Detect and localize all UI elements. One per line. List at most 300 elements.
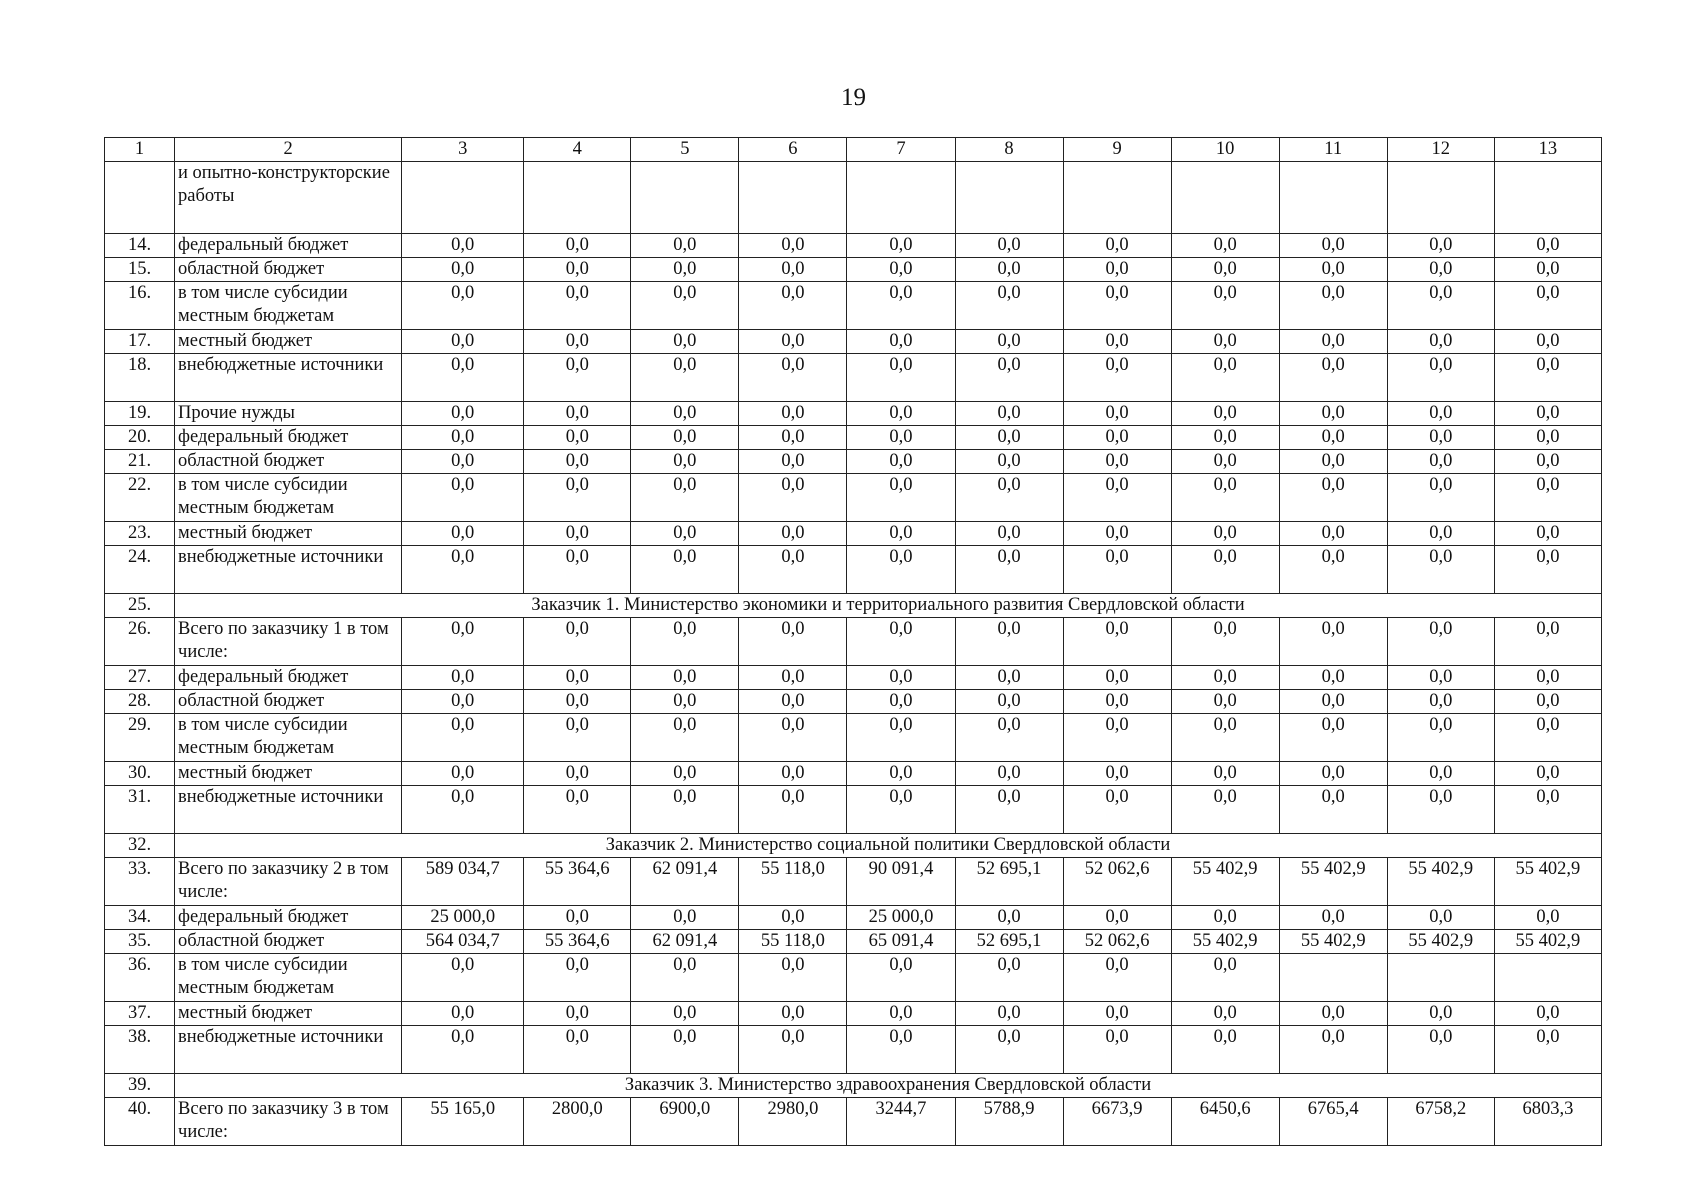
value-cell: 0,0 — [955, 282, 1063, 330]
value-cell: 0,0 — [955, 666, 1063, 690]
table-row — [105, 906, 1602, 930]
value-cell: 2980,0 — [739, 1098, 847, 1146]
table-row — [105, 402, 1602, 426]
value-cell: 0,0 — [631, 426, 739, 450]
value-cell: 0,0 — [955, 1026, 1063, 1074]
row-label: федеральный бюджет — [175, 234, 402, 258]
row-label: областной бюджет — [175, 258, 402, 282]
value-cell: 0,0 — [1171, 354, 1279, 402]
value-cell: 0,0 — [1063, 906, 1171, 930]
row-number: 17. — [105, 330, 175, 354]
value-cell: 0,0 — [524, 1026, 631, 1074]
column-header: 3 — [402, 138, 524, 162]
value-cell: 0,0 — [1279, 330, 1387, 354]
value-cell: 0,0 — [847, 666, 955, 690]
value-cell: 55 402,9 — [1279, 858, 1387, 906]
value-cell: 0,0 — [1171, 1026, 1279, 1074]
value-cell: 0,0 — [402, 690, 524, 714]
value-cell: 6758,2 — [1387, 1098, 1494, 1146]
row-label: в том числе субсидии местным бюджетам — [175, 714, 402, 762]
table-row — [105, 234, 1602, 258]
value-cell: 0,0 — [847, 330, 955, 354]
row-label: федеральный бюджет — [175, 906, 402, 930]
value-cell: 0,0 — [1063, 330, 1171, 354]
value-cell: 0,0 — [1387, 618, 1494, 666]
table-row — [105, 282, 1602, 330]
value-cell: 0,0 — [524, 690, 631, 714]
column-header: 8 — [955, 138, 1063, 162]
value-cell: 0,0 — [402, 450, 524, 474]
value-cell: 0,0 — [847, 954, 955, 1002]
table-row — [105, 426, 1602, 450]
value-cell: 0,0 — [402, 234, 524, 258]
value-cell: 0,0 — [847, 618, 955, 666]
value-cell: 52 062,6 — [1063, 930, 1171, 954]
row-number: 27. — [105, 666, 175, 690]
row-label: Прочие нужды — [175, 402, 402, 426]
table-row — [105, 522, 1602, 546]
value-cell: 0,0 — [955, 258, 1063, 282]
value-cell: 0,0 — [1279, 666, 1387, 690]
row-number: 28. — [105, 690, 175, 714]
value-cell: 0,0 — [847, 714, 955, 762]
value-cell: 0,0 — [402, 474, 524, 522]
row-number: 24. — [105, 546, 175, 594]
table-row — [105, 450, 1602, 474]
value-cell: 0,0 — [1279, 762, 1387, 786]
row-label: местный бюджет — [175, 1002, 402, 1026]
value-cell: 0,0 — [631, 282, 739, 330]
row-number: 31. — [105, 786, 175, 834]
value-cell: 0,0 — [1171, 258, 1279, 282]
table-row — [105, 162, 1602, 234]
row-label: Всего по заказчику 3 в том числе: — [175, 1098, 402, 1146]
value-cell: 0,0 — [739, 258, 847, 282]
value-cell: 0,0 — [1387, 258, 1494, 282]
value-cell: 0,0 — [524, 786, 631, 834]
value-cell: 0,0 — [847, 1026, 955, 1074]
value-cell: 0,0 — [1387, 1002, 1494, 1026]
value-cell — [1171, 162, 1279, 234]
column-header: 2 — [175, 138, 402, 162]
row-number: 35. — [105, 930, 175, 954]
value-cell — [739, 162, 847, 234]
table-row — [105, 858, 1602, 906]
row-number: 19. — [105, 402, 175, 426]
value-cell: 0,0 — [1171, 954, 1279, 1002]
row-number: 37. — [105, 1002, 175, 1026]
value-cell: 0,0 — [955, 234, 1063, 258]
table-row — [105, 714, 1602, 762]
section-row — [105, 1074, 1602, 1098]
value-cell: 0,0 — [631, 402, 739, 426]
value-cell: 0,0 — [1494, 402, 1601, 426]
value-cell: 0,0 — [1279, 474, 1387, 522]
row-label: в том числе субсидии местным бюджетам — [175, 954, 402, 1002]
value-cell: 0,0 — [739, 666, 847, 690]
value-cell: 0,0 — [1279, 714, 1387, 762]
row-number: 14. — [105, 234, 175, 258]
value-cell: 0,0 — [402, 954, 524, 1002]
value-cell: 0,0 — [739, 282, 847, 330]
row-label: внебюджетные источники — [175, 786, 402, 834]
value-cell: 0,0 — [631, 234, 739, 258]
value-cell: 0,0 — [1494, 546, 1601, 594]
value-cell: 0,0 — [739, 954, 847, 1002]
value-cell: 0,0 — [1279, 690, 1387, 714]
value-cell: 0,0 — [1387, 402, 1494, 426]
value-cell: 0,0 — [402, 282, 524, 330]
value-cell — [631, 162, 739, 234]
value-cell — [1494, 954, 1601, 1002]
row-number: 20. — [105, 426, 175, 450]
table-row — [105, 666, 1602, 690]
value-cell: 0,0 — [1279, 618, 1387, 666]
value-cell: 0,0 — [1494, 762, 1601, 786]
value-cell: 0,0 — [631, 1026, 739, 1074]
table-row — [105, 1026, 1602, 1074]
value-cell: 0,0 — [1063, 474, 1171, 522]
value-cell: 0,0 — [524, 330, 631, 354]
value-cell: 0,0 — [739, 1026, 847, 1074]
value-cell: 55 402,9 — [1387, 930, 1494, 954]
row-number: 30. — [105, 762, 175, 786]
value-cell: 0,0 — [955, 354, 1063, 402]
row-number: 34. — [105, 906, 175, 930]
value-cell — [524, 162, 631, 234]
value-cell: 55 118,0 — [739, 858, 847, 906]
column-header: 5 — [631, 138, 739, 162]
value-cell: 0,0 — [847, 522, 955, 546]
value-cell: 0,0 — [1279, 450, 1387, 474]
value-cell: 0,0 — [402, 258, 524, 282]
value-cell: 0,0 — [1171, 402, 1279, 426]
value-cell: 0,0 — [631, 906, 739, 930]
value-cell: 0,0 — [1494, 234, 1601, 258]
value-cell: 0,0 — [524, 354, 631, 402]
row-number: 22. — [105, 474, 175, 522]
value-cell — [1387, 162, 1494, 234]
value-cell: 0,0 — [631, 546, 739, 594]
value-cell: 0,0 — [1494, 426, 1601, 450]
value-cell: 0,0 — [1387, 666, 1494, 690]
value-cell: 0,0 — [524, 402, 631, 426]
value-cell: 0,0 — [524, 906, 631, 930]
row-label: внебюджетные источники — [175, 546, 402, 594]
value-cell: 0,0 — [847, 282, 955, 330]
value-cell: 0,0 — [631, 690, 739, 714]
column-header: 10 — [1171, 138, 1279, 162]
value-cell: 0,0 — [1171, 714, 1279, 762]
value-cell: 0,0 — [1279, 402, 1387, 426]
value-cell: 0,0 — [402, 426, 524, 450]
value-cell: 0,0 — [1063, 714, 1171, 762]
value-cell: 0,0 — [1387, 762, 1494, 786]
value-cell: 0,0 — [1171, 1002, 1279, 1026]
value-cell: 0,0 — [1171, 762, 1279, 786]
value-cell: 6765,4 — [1279, 1098, 1387, 1146]
value-cell: 0,0 — [955, 786, 1063, 834]
value-cell: 0,0 — [1494, 666, 1601, 690]
value-cell: 0,0 — [1063, 618, 1171, 666]
value-cell: 0,0 — [1063, 258, 1171, 282]
value-cell: 0,0 — [1171, 666, 1279, 690]
value-cell: 0,0 — [402, 714, 524, 762]
value-cell: 0,0 — [1279, 906, 1387, 930]
value-cell: 0,0 — [1494, 330, 1601, 354]
value-cell: 0,0 — [1171, 450, 1279, 474]
value-cell: 0,0 — [739, 546, 847, 594]
value-cell: 0,0 — [847, 258, 955, 282]
value-cell: 90 091,4 — [847, 858, 955, 906]
value-cell: 0,0 — [1387, 474, 1494, 522]
value-cell — [955, 162, 1063, 234]
value-cell: 0,0 — [1387, 330, 1494, 354]
value-cell: 0,0 — [631, 474, 739, 522]
value-cell — [847, 162, 955, 234]
value-cell: 0,0 — [631, 666, 739, 690]
value-cell: 0,0 — [631, 354, 739, 402]
value-cell: 6673,9 — [1063, 1098, 1171, 1146]
value-cell: 0,0 — [1171, 426, 1279, 450]
value-cell: 0,0 — [955, 618, 1063, 666]
value-cell: 0,0 — [955, 426, 1063, 450]
column-header: 13 — [1494, 138, 1601, 162]
value-cell: 55 364,6 — [524, 930, 631, 954]
value-cell: 0,0 — [1387, 234, 1494, 258]
value-cell: 0,0 — [1387, 354, 1494, 402]
value-cell: 0,0 — [524, 522, 631, 546]
value-cell: 0,0 — [1063, 1026, 1171, 1074]
value-cell: 0,0 — [1171, 234, 1279, 258]
value-cell — [1494, 162, 1601, 234]
value-cell: 0,0 — [524, 762, 631, 786]
value-cell: 0,0 — [1494, 258, 1601, 282]
table-row — [105, 618, 1602, 666]
row-label: местный бюджет — [175, 522, 402, 546]
value-cell: 6803,3 — [1494, 1098, 1601, 1146]
value-cell: 0,0 — [739, 234, 847, 258]
row-number: 15. — [105, 258, 175, 282]
row-label: в том числе субсидии местным бюджетам — [175, 282, 402, 330]
value-cell: 0,0 — [1279, 1002, 1387, 1026]
value-cell: 0,0 — [524, 258, 631, 282]
column-header: 4 — [524, 138, 631, 162]
value-cell — [1063, 162, 1171, 234]
value-cell: 0,0 — [955, 762, 1063, 786]
customer-section-title: Заказчик 3. Министерство здравоохранения Свердловской области — [175, 1074, 1602, 1098]
value-cell: 0,0 — [524, 426, 631, 450]
value-cell — [402, 162, 524, 234]
value-cell: 52 062,6 — [1063, 858, 1171, 906]
value-cell: 0,0 — [1063, 354, 1171, 402]
row-label: и опытно-конструкторские работы — [175, 162, 402, 234]
row-label: местный бюджет — [175, 330, 402, 354]
value-cell: 0,0 — [631, 258, 739, 282]
value-cell: 0,0 — [402, 618, 524, 666]
row-number: 25. — [105, 594, 175, 618]
customer-section-title: Заказчик 1. Министерство экономики и территориального развития Свердловской области — [175, 594, 1602, 618]
value-cell: 3244,7 — [847, 1098, 955, 1146]
value-cell: 0,0 — [1063, 450, 1171, 474]
value-cell: 0,0 — [955, 522, 1063, 546]
table-row — [105, 690, 1602, 714]
table-row — [105, 786, 1602, 834]
value-cell: 62 091,4 — [631, 930, 739, 954]
value-cell: 0,0 — [847, 354, 955, 402]
value-cell: 0,0 — [739, 1002, 847, 1026]
value-cell: 0,0 — [739, 474, 847, 522]
value-cell: 0,0 — [847, 234, 955, 258]
value-cell: 0,0 — [1279, 354, 1387, 402]
column-header: 6 — [739, 138, 847, 162]
value-cell: 25 000,0 — [402, 906, 524, 930]
value-cell: 0,0 — [1063, 690, 1171, 714]
row-label: областной бюджет — [175, 930, 402, 954]
value-cell — [1279, 162, 1387, 234]
value-cell: 0,0 — [631, 762, 739, 786]
value-cell: 0,0 — [1494, 690, 1601, 714]
value-cell: 6450,6 — [1171, 1098, 1279, 1146]
value-cell: 55 402,9 — [1171, 930, 1279, 954]
value-cell: 62 091,4 — [631, 858, 739, 906]
value-cell: 0,0 — [631, 618, 739, 666]
row-label: местный бюджет — [175, 762, 402, 786]
value-cell: 0,0 — [631, 522, 739, 546]
value-cell: 0,0 — [955, 690, 1063, 714]
row-number: 21. — [105, 450, 175, 474]
value-cell: 25 000,0 — [847, 906, 955, 930]
value-cell: 0,0 — [631, 1002, 739, 1026]
table-row — [105, 762, 1602, 786]
value-cell: 0,0 — [1171, 474, 1279, 522]
value-cell: 0,0 — [1171, 522, 1279, 546]
row-number: 26. — [105, 618, 175, 666]
value-cell: 0,0 — [847, 762, 955, 786]
value-cell: 0,0 — [1494, 786, 1601, 834]
value-cell: 0,0 — [1063, 762, 1171, 786]
table-header-row — [105, 138, 1602, 162]
value-cell: 0,0 — [739, 330, 847, 354]
value-cell: 0,0 — [402, 354, 524, 402]
value-cell: 589 034,7 — [402, 858, 524, 906]
value-cell: 55 118,0 — [739, 930, 847, 954]
value-cell: 0,0 — [1063, 426, 1171, 450]
value-cell: 0,0 — [739, 714, 847, 762]
value-cell: 55 402,9 — [1171, 858, 1279, 906]
value-cell: 0,0 — [1171, 786, 1279, 834]
value-cell: 0,0 — [1171, 906, 1279, 930]
value-cell: 55 165,0 — [402, 1098, 524, 1146]
section-row — [105, 594, 1602, 618]
value-cell: 0,0 — [739, 690, 847, 714]
value-cell: 0,0 — [739, 762, 847, 786]
value-cell: 0,0 — [847, 786, 955, 834]
value-cell: 0,0 — [1387, 426, 1494, 450]
value-cell: 0,0 — [1387, 690, 1494, 714]
table-row — [105, 954, 1602, 1002]
value-cell: 0,0 — [402, 762, 524, 786]
row-number: 23. — [105, 522, 175, 546]
value-cell: 6900,0 — [631, 1098, 739, 1146]
row-number: 32. — [105, 834, 175, 858]
value-cell: 0,0 — [955, 1002, 1063, 1026]
row-number: 33. — [105, 858, 175, 906]
value-cell: 55 402,9 — [1494, 930, 1601, 954]
value-cell: 0,0 — [847, 402, 955, 426]
value-cell: 0,0 — [1171, 282, 1279, 330]
value-cell: 0,0 — [1279, 426, 1387, 450]
value-cell: 0,0 — [1171, 618, 1279, 666]
row-number: 40. — [105, 1098, 175, 1146]
value-cell: 52 695,1 — [955, 930, 1063, 954]
value-cell: 5788,9 — [955, 1098, 1063, 1146]
table-row — [105, 546, 1602, 594]
value-cell: 0,0 — [955, 954, 1063, 1002]
value-cell: 0,0 — [739, 522, 847, 546]
value-cell: 0,0 — [1494, 450, 1601, 474]
value-cell: 0,0 — [1494, 1002, 1601, 1026]
value-cell: 0,0 — [1494, 354, 1601, 402]
page-number: 19 — [841, 84, 866, 111]
value-cell: 0,0 — [1063, 282, 1171, 330]
value-cell: 0,0 — [1387, 282, 1494, 330]
value-cell: 0,0 — [1063, 546, 1171, 594]
value-cell: 0,0 — [1279, 522, 1387, 546]
value-cell: 0,0 — [1171, 690, 1279, 714]
value-cell: 0,0 — [1279, 546, 1387, 594]
value-cell: 2800,0 — [524, 1098, 631, 1146]
value-cell: 0,0 — [847, 426, 955, 450]
row-label: внебюджетные источники — [175, 1026, 402, 1074]
column-header: 9 — [1063, 138, 1171, 162]
row-number: 29. — [105, 714, 175, 762]
column-header: 12 — [1387, 138, 1494, 162]
column-header: 11 — [1279, 138, 1387, 162]
row-label: Всего по заказчику 2 в том числе: — [175, 858, 402, 906]
value-cell: 0,0 — [847, 450, 955, 474]
value-cell: 0,0 — [1494, 282, 1601, 330]
value-cell: 0,0 — [1494, 906, 1601, 930]
budget-table — [104, 137, 1602, 1146]
value-cell: 0,0 — [402, 666, 524, 690]
row-label: в том числе субсидии местным бюджетам — [175, 474, 402, 522]
value-cell: 0,0 — [1063, 522, 1171, 546]
value-cell: 0,0 — [524, 954, 631, 1002]
value-cell: 55 402,9 — [1279, 930, 1387, 954]
value-cell: 0,0 — [1063, 666, 1171, 690]
value-cell: 0,0 — [1494, 1026, 1601, 1074]
value-cell: 0,0 — [1279, 786, 1387, 834]
value-cell: 0,0 — [1279, 258, 1387, 282]
value-cell: 0,0 — [1063, 234, 1171, 258]
value-cell: 0,0 — [739, 354, 847, 402]
value-cell: 0,0 — [402, 522, 524, 546]
table-row — [105, 354, 1602, 402]
value-cell: 0,0 — [847, 690, 955, 714]
value-cell: 0,0 — [1279, 282, 1387, 330]
column-header: 1 — [105, 138, 175, 162]
value-cell: 0,0 — [955, 450, 1063, 474]
value-cell: 0,0 — [1494, 714, 1601, 762]
value-cell: 0,0 — [631, 714, 739, 762]
table-row — [105, 930, 1602, 954]
value-cell: 0,0 — [955, 474, 1063, 522]
value-cell: 0,0 — [402, 786, 524, 834]
value-cell: 0,0 — [739, 402, 847, 426]
value-cell: 0,0 — [955, 546, 1063, 594]
value-cell: 0,0 — [739, 786, 847, 834]
